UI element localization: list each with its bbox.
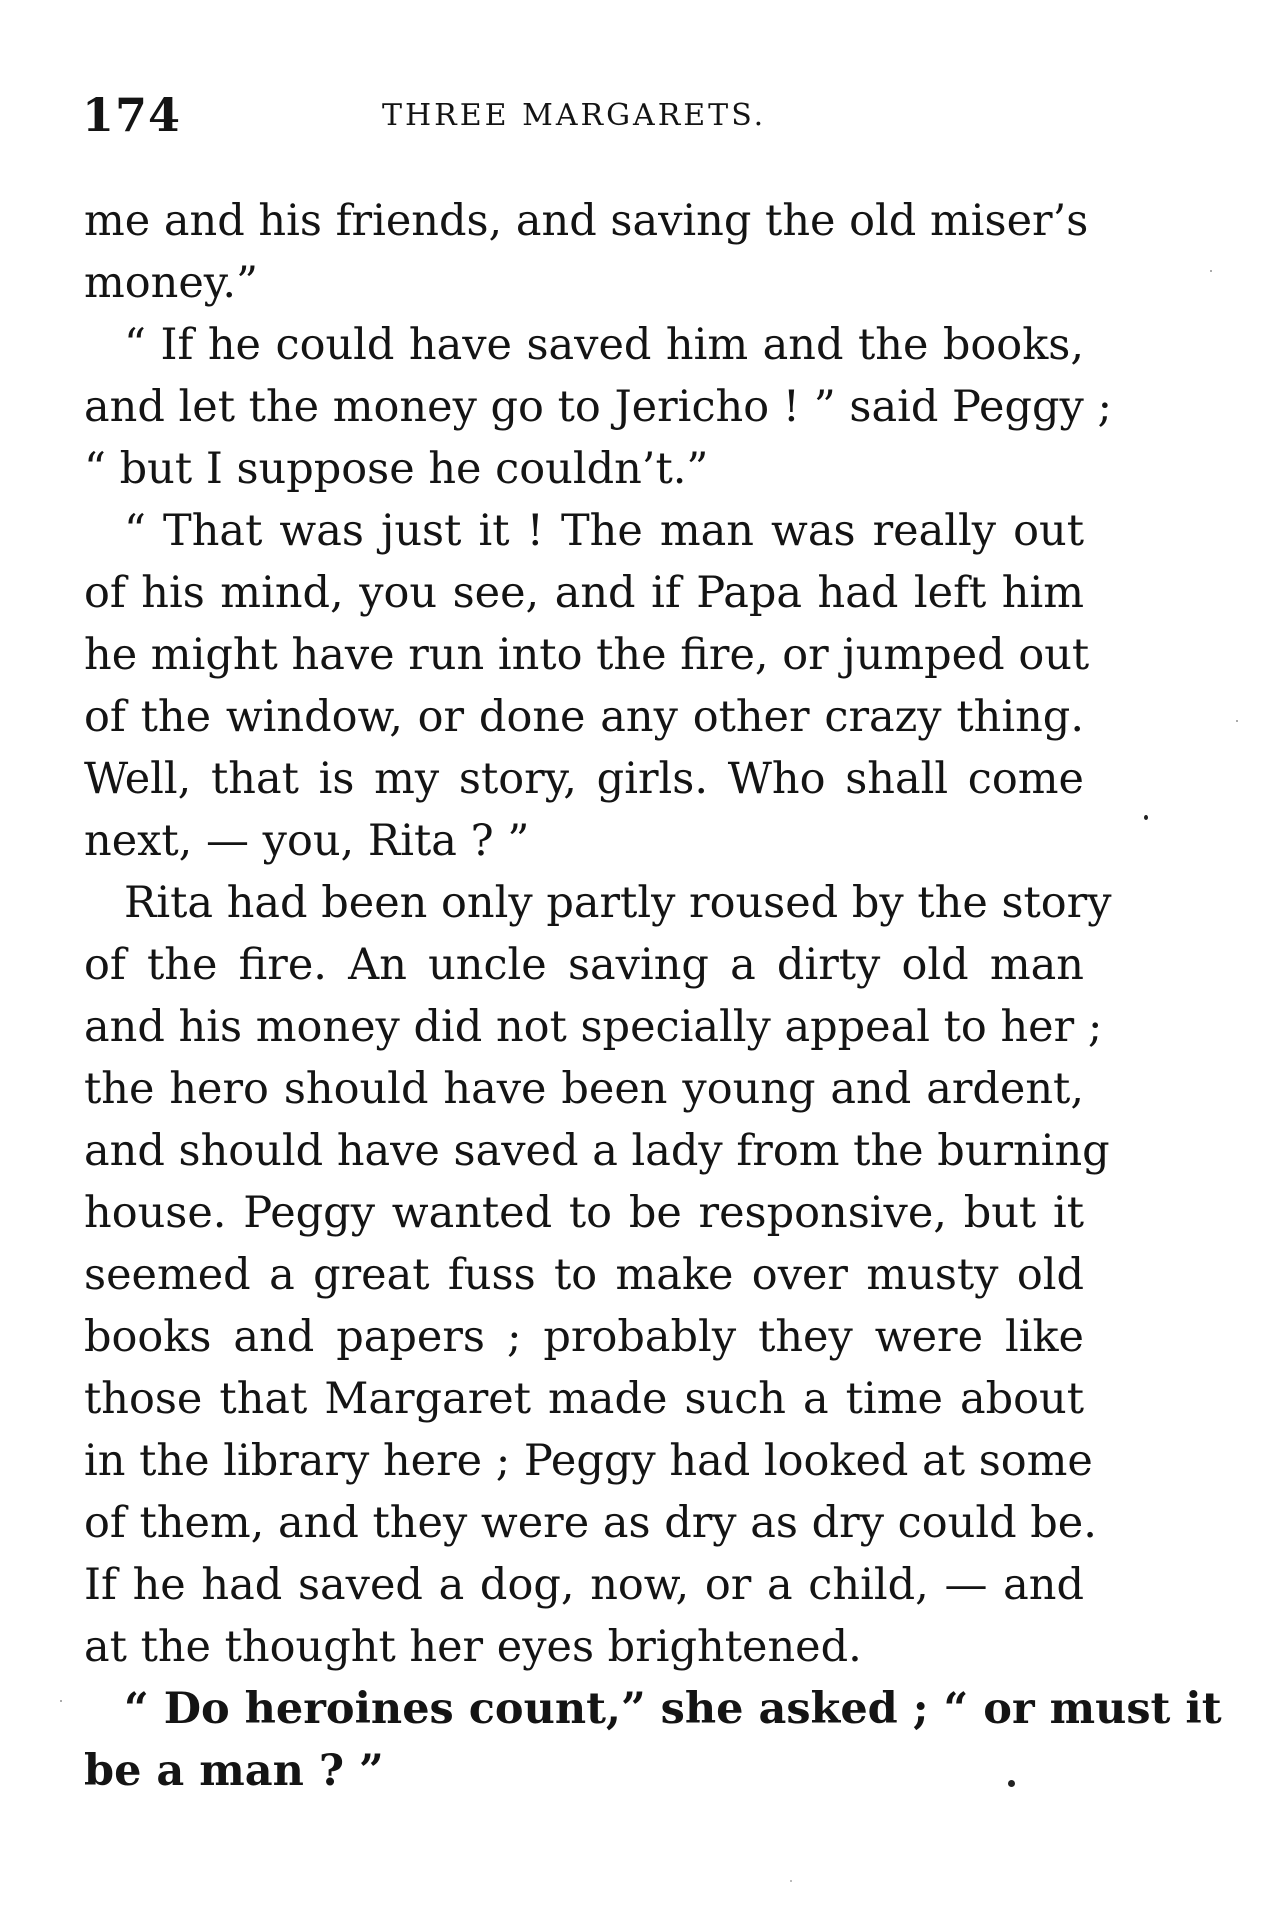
text-line: “ but I suppose he couldn’t.” <box>84 444 709 494</box>
text-line: “ That was just it ! The man was really out <box>124 506 1084 556</box>
text-line: of the window, or done any other crazy thing. <box>84 692 1084 742</box>
text-line: in the library here ; Peggy had looked at some <box>84 1436 1093 1486</box>
body-text <box>84 190 1222 1802</box>
text-line: of his mind, you see, and if Papa had left him <box>84 568 1084 618</box>
text-line: Rita had been only partly roused by the story <box>124 878 1112 928</box>
text-line: he might have run into the fire, or jumped out <box>84 630 1090 680</box>
paper-speck <box>1210 270 1212 272</box>
text-line: and his money did not specially appeal to her ; <box>84 1002 1103 1052</box>
paper-speck <box>1236 720 1238 722</box>
text-line: house. Peggy wanted to be responsive, but it <box>84 1188 1084 1238</box>
text-line: those that Margaret made such a time about <box>84 1374 1084 1424</box>
text-line: money.” <box>84 258 259 308</box>
text-line: seemed a great fuss to make over musty old <box>84 1250 1084 1300</box>
text-line: books and papers ; probably they were like <box>84 1312 1084 1362</box>
running-title: THREE MARGARETS. <box>382 98 767 133</box>
text-line: and let the money go to Jericho ! ” said Peggy ; <box>84 382 1112 432</box>
text-line: and should have saved a lady from the burning <box>84 1126 1110 1176</box>
page-number: 174 <box>82 88 182 142</box>
text-line: at the thought her eyes brightened. <box>84 1622 862 1672</box>
text-line: Well, that is my story, girls. Who shall come <box>84 754 1084 804</box>
text-line: the hero should have been young and ardent, <box>84 1064 1084 1114</box>
text-line: of the fire. An uncle saving a dirty old man <box>84 940 1084 990</box>
running-head <box>82 88 1082 148</box>
text-line: be a man ? ” <box>84 1746 384 1796</box>
text-line: next, — you, Rita ? ” <box>84 816 530 866</box>
paper-speck <box>1008 1780 1015 1787</box>
text-line: me and his friends, and saving the old miser’s <box>84 196 1089 246</box>
text-line: If he had saved a dog, now, or a child, — and <box>84 1560 1084 1610</box>
text-line: “ Do heroines count,” she asked ; “ or must it <box>124 1684 1222 1734</box>
text-line: “ If he could have saved him and the books, <box>124 320 1084 370</box>
paper-speck <box>60 1700 62 1702</box>
text-line: of them, and they were as dry as dry could be. <box>84 1498 1097 1548</box>
paper-speck <box>1144 815 1148 820</box>
paper-speck <box>790 1880 792 1882</box>
